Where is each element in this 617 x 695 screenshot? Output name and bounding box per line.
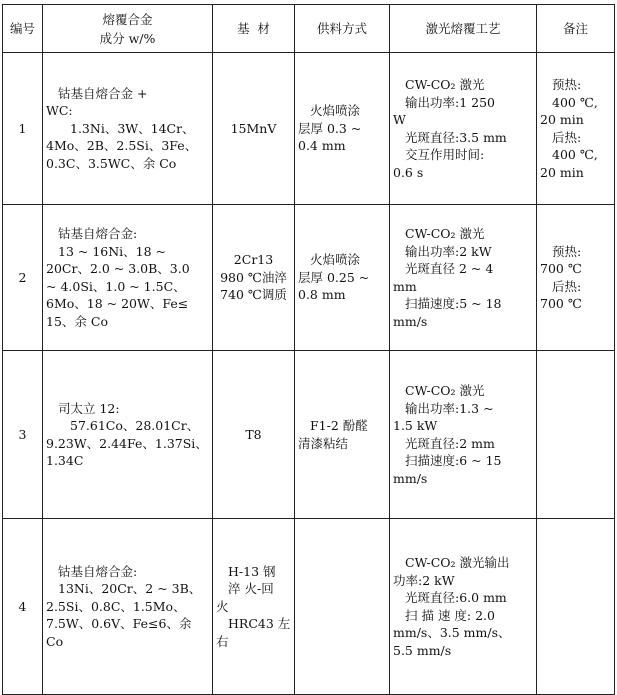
laser-line: 扫描速度:6 ~ 15 bbox=[405, 453, 502, 468]
alloy-cell bbox=[43, 519, 213, 695]
substrate-line: HRC43 左 bbox=[228, 616, 291, 632]
alloy-line: 7.5W、0.6V、Fe≤6、余 bbox=[46, 616, 192, 632]
alloy-cell bbox=[43, 351, 213, 519]
notes-line: 700 ℃ bbox=[540, 296, 582, 311]
notes-line: 后热: bbox=[552, 278, 582, 294]
substrate-line: T8 bbox=[245, 426, 262, 442]
substrate-line: 15MnV bbox=[230, 120, 277, 136]
alloy-line: 司太立 12: bbox=[58, 400, 120, 416]
laser-line: 0.6 s bbox=[393, 164, 424, 180]
table-row bbox=[3, 351, 615, 519]
laser-line: CW-CO₂ 激光 bbox=[405, 383, 485, 398]
table-row bbox=[3, 205, 615, 351]
alloy-cell bbox=[43, 53, 213, 205]
notes-line: 预热: bbox=[552, 243, 582, 259]
feed-line: F1-2 酚醛 bbox=[310, 418, 368, 433]
notes-cell bbox=[537, 351, 615, 519]
substrate-line: 980 ℃油淬 bbox=[220, 269, 287, 285]
notes-line: 400 ℃, bbox=[552, 147, 598, 162]
alloy-line: 9.23W、2.44Fe、1.37Si、 bbox=[46, 435, 208, 451]
substrate-cell bbox=[213, 205, 295, 351]
row-number: 4 bbox=[3, 519, 43, 695]
alloy-line: 钴基自熔合金 + bbox=[58, 85, 148, 101]
feed-line: 0.4 mm bbox=[298, 138, 346, 154]
row-number: 3 bbox=[3, 351, 43, 519]
alloy-line: 57.61Co、28.01Cr、 bbox=[70, 418, 200, 433]
substrate-line: 2Cr13 bbox=[233, 252, 274, 268]
laser-cladding-table bbox=[2, 4, 615, 695]
header-alloy bbox=[43, 5, 213, 53]
header-substrate: 基 材 bbox=[213, 5, 295, 53]
laser-line: mm/s bbox=[393, 313, 428, 329]
alloy-line: 钴基自熔合金: bbox=[58, 226, 138, 241]
laser-cell bbox=[390, 351, 537, 519]
feed-line: 火焰喷涂 bbox=[310, 103, 361, 119]
laser-line: 扫描速度:5 ~ 18 bbox=[405, 296, 502, 311]
header-notes: 备注 bbox=[537, 5, 615, 53]
notes-line: 20 min bbox=[540, 112, 584, 127]
feed-cell bbox=[295, 351, 390, 519]
substrate-line: 淬 火-回 bbox=[228, 581, 274, 597]
laser-line: W bbox=[393, 112, 406, 127]
laser-line: 交互作用时间: bbox=[405, 147, 485, 162]
laser-line: mm/s bbox=[393, 470, 428, 486]
alloy-line: 13Ni、20Cr、2 ~ 3B、 bbox=[58, 581, 202, 597]
header-laser: 激光熔覆工艺 bbox=[390, 5, 537, 53]
laser-line: 1.5 kW bbox=[393, 418, 438, 433]
substrate-line: 740 ℃调质 bbox=[220, 287, 287, 303]
alloy-line: 13 ~ 16Ni、18 ~ bbox=[58, 243, 167, 259]
alloy-line: Co bbox=[46, 633, 64, 649]
laser-line: 输出功率:1 250 bbox=[405, 94, 495, 110]
notes-line: 700 ℃ bbox=[540, 261, 582, 276]
substrate-cell bbox=[213, 351, 295, 519]
laser-line: mm/s、3.5 mm/s、 bbox=[393, 625, 511, 640]
laser-line: 光斑直径 2 ~ 4 bbox=[405, 261, 494, 276]
substrate-cell bbox=[213, 53, 295, 205]
laser-cell bbox=[390, 519, 537, 695]
notes-cell bbox=[537, 53, 615, 205]
alloy-line: 0.3C、3.5WC、余 Co bbox=[46, 155, 177, 171]
feed-cell bbox=[295, 53, 390, 205]
feed-line: 层厚 0.25 ~ bbox=[298, 269, 370, 285]
laser-line: CW-CO₂ 激光 bbox=[405, 77, 485, 92]
feed-line: 清漆粘结 bbox=[298, 435, 349, 451]
alloy-cell bbox=[43, 205, 213, 351]
row-number: 1 bbox=[3, 53, 43, 205]
substrate-line: H-13 钢 bbox=[228, 563, 276, 579]
table-row bbox=[3, 519, 615, 695]
notes-line: 400 ℃, bbox=[552, 94, 598, 110]
feed-cell bbox=[295, 519, 390, 695]
laser-line: 输出功率:2 kW bbox=[405, 243, 492, 259]
alloy-line: 4Mo、2B、2.5Si、3Fe、 bbox=[46, 138, 198, 154]
feed-line: 0.8 mm bbox=[298, 287, 346, 303]
laser-cell bbox=[390, 53, 537, 205]
alloy-line: 6Mo、18 ~ 20W、Fe≤ bbox=[46, 296, 189, 311]
alloy-line: 1.34C bbox=[46, 453, 84, 468]
substrate-line: 右 bbox=[216, 633, 229, 649]
notes-line: 后热: bbox=[552, 129, 582, 145]
row-number: 2 bbox=[3, 205, 43, 351]
alloy-line: WC: bbox=[46, 103, 73, 119]
laser-line: 扫 描 速 度: 2.0 bbox=[405, 607, 495, 623]
alloy-line: 1.3Ni、3W、14Cr、 bbox=[70, 120, 195, 136]
alloy-line: 2.5Si、0.8C、1.5Mo、 bbox=[46, 598, 186, 614]
header-alloy-line1: 熔覆合金 bbox=[102, 11, 153, 27]
substrate-line: 火 bbox=[216, 598, 229, 614]
table-row bbox=[3, 53, 615, 205]
feed-line: 层厚 0.3 ~ bbox=[298, 120, 362, 136]
laser-line: CW-CO₂ 激光 bbox=[405, 226, 485, 241]
alloy-line: 钴基自熔合金: bbox=[58, 563, 138, 579]
laser-cell bbox=[390, 205, 537, 351]
substrate-cell bbox=[213, 519, 295, 695]
laser-line: 输出功率:1.3 ~ bbox=[405, 400, 494, 416]
notes-line: 预热: bbox=[552, 77, 582, 92]
header-num: 编号 bbox=[3, 5, 43, 53]
notes-cell bbox=[537, 205, 615, 351]
notes-line: 20 min bbox=[540, 164, 584, 180]
laser-line: 功率:2 kW bbox=[393, 572, 455, 588]
laser-line: 光斑直径:6.0 mm bbox=[405, 590, 507, 605]
header-alloy-line2: 成分 w/% bbox=[99, 30, 156, 46]
alloy-line: 20Cr、2.0 ~ 3.0B、3.0 bbox=[46, 261, 190, 276]
feed-line: 火焰喷涂 bbox=[310, 252, 361, 268]
header-feed: 供料方式 bbox=[295, 5, 390, 53]
laser-line: 光斑直径:3.5 mm bbox=[405, 129, 507, 145]
laser-line: mm bbox=[393, 278, 417, 294]
alloy-line: ~ 4.0Si、1.0 ~ 1.5C、 bbox=[46, 278, 186, 294]
alloy-line: 15、余 Co bbox=[46, 313, 108, 329]
notes-cell bbox=[537, 519, 615, 695]
header-row bbox=[3, 5, 615, 53]
feed-cell bbox=[295, 205, 390, 351]
laser-line: CW-CO₂ 激光输出 bbox=[405, 555, 510, 570]
laser-line: 光斑直径:2 mm bbox=[405, 435, 495, 451]
laser-line: 5.5 mm/s bbox=[393, 642, 452, 658]
